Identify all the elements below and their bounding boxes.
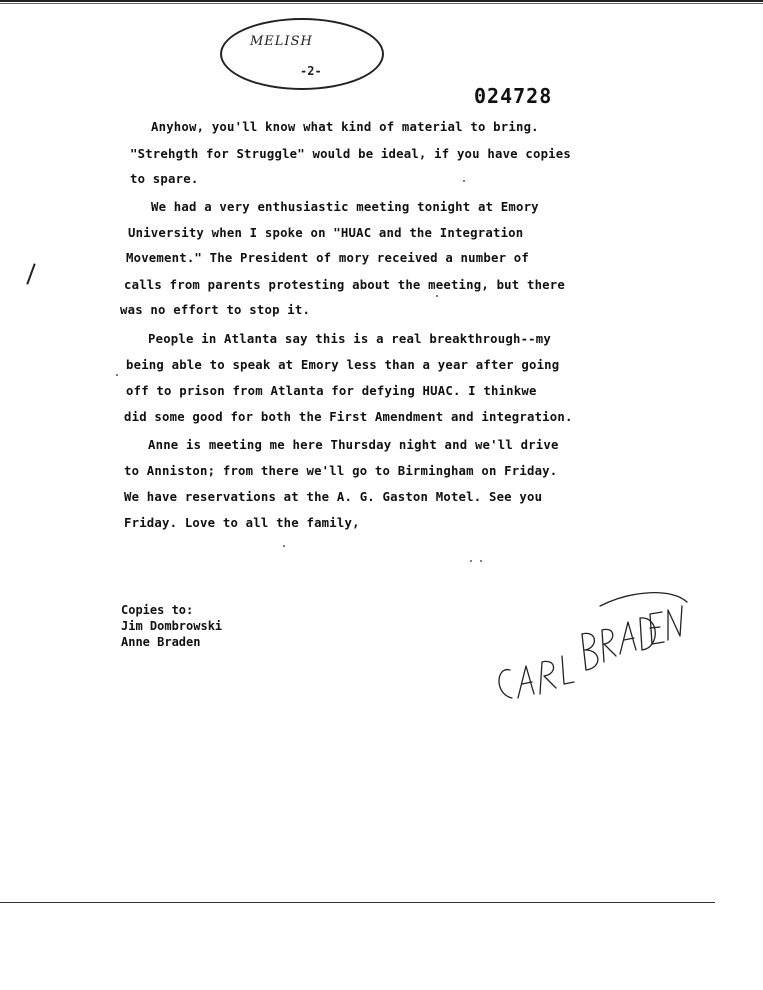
- body-line: People in Atlanta say this is a real breakthrough--my: [148, 332, 551, 346]
- copies-block: [121, 602, 222, 650]
- handwritten-signature: [482, 570, 692, 710]
- handwritten-word: MELISH: [250, 34, 313, 49]
- body-line: being able to speak at Emory less than a year after going: [126, 358, 560, 372]
- body-line: was no effort to stop it.: [120, 303, 311, 317]
- body-line: Friday. Love to all the family,: [124, 516, 360, 530]
- body-line: to Anniston; from there we'll go to Birmingham on Friday.: [124, 464, 558, 478]
- body-line: Movement." The President of mory received a number of: [126, 251, 529, 265]
- body-line: Anne is meeting me here Thursday night and we'll drive: [148, 438, 559, 452]
- body-line: calls from parents protesting about the meeting, but there: [124, 278, 565, 292]
- copies-recipient: Jim Dombrowski: [121, 619, 223, 633]
- scan-speck: [480, 560, 482, 562]
- bottom-page-rule: [0, 902, 715, 903]
- top-edge-rule: [0, 0, 763, 4]
- signature-text: CARL BRADEN: [482, 570, 489, 571]
- scan-speck: [470, 560, 472, 562]
- body-line: We have reservations at the A. G. Gaston Motel. See you: [124, 490, 543, 504]
- body-line: We had a very enthusiastic meeting tonight at Emory: [151, 200, 539, 214]
- document-id: 024728: [474, 84, 553, 108]
- body-line: "Strehgth for Struggle" would be ideal, if you have copies: [130, 147, 571, 161]
- body-line: to spare.: [130, 172, 199, 186]
- copies-recipient: Anne Braden: [121, 635, 201, 649]
- page-number: -2-: [300, 64, 322, 78]
- scan-speck: [463, 180, 465, 182]
- handwritten-circled-note: [220, 18, 384, 90]
- scan-speck: [116, 374, 118, 376]
- scan-speck: [283, 545, 285, 547]
- margin-pencil-mark: [26, 263, 35, 284]
- copies-heading: Copies to:: [121, 603, 194, 617]
- body-line: off to prison from Atlanta for defying HUAC. I thinkwe: [126, 384, 537, 398]
- body-line: Anyhow, you'll know what kind of material to bring.: [151, 120, 539, 134]
- body-line: University when I spoke on "HUAC and the Integration: [128, 226, 524, 240]
- body-line: did some good for both the First Amendment and integration.: [124, 410, 573, 424]
- scan-speck: [436, 295, 438, 297]
